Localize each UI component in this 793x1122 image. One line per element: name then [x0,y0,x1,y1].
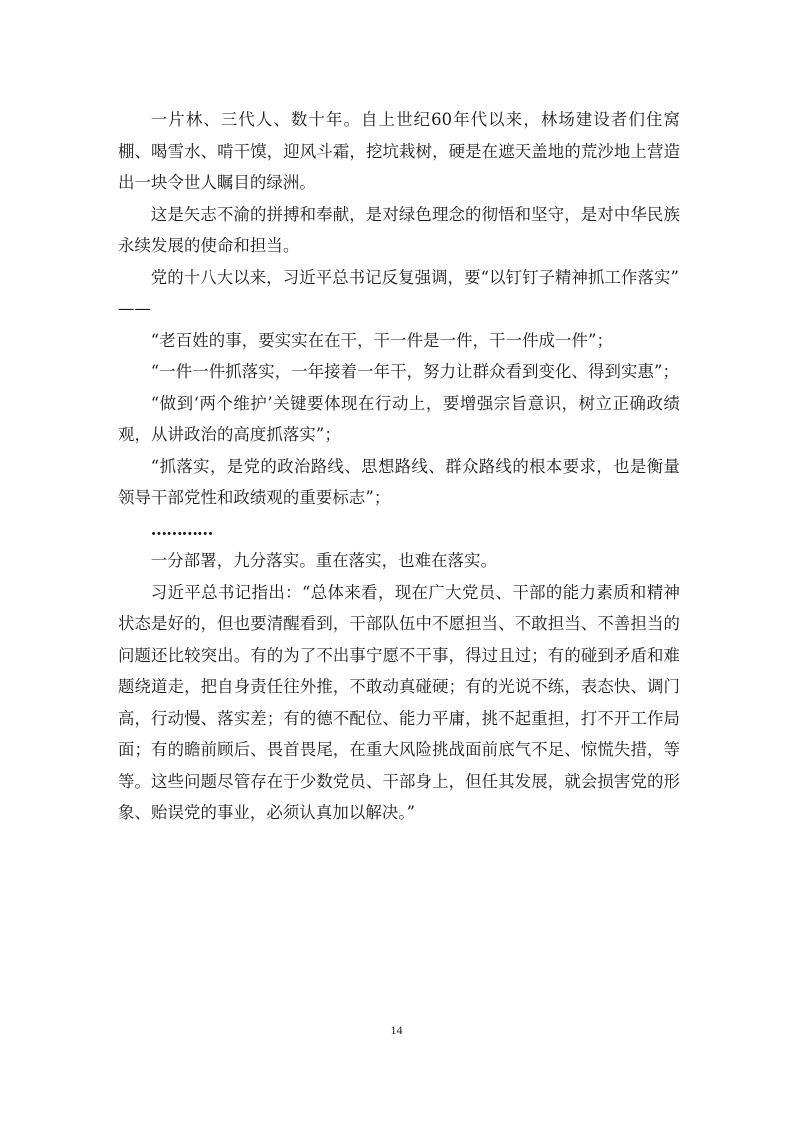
quote-one-by-one: “一件一件抓落实，一年接着一年干，努力让群众看到变化、得到实惠”； [150,362,679,381]
quote-common-people: “老百姓的事，要实实在在干，干一件是一件，干一件成一件”； [150,330,614,350]
quote-two-safeguards: “做到‘两个维护’关键要体现在行动上，要增强宗旨意识，树立正确政绩观，从讲政治的高度抓落实”； [118,393,680,444]
page-number: 14 [390,1023,403,1037]
document-body [118,104,680,829]
paragraph-general-secretary-remarks: 习近平总书记指出：“总体来看，现在广大党员、干部的能力素质和精神状态是好的，但也要清醒看到，干部队伍中不愿担当、不敢担当、不善担当的问题还比较突出。有的为了不出事宁愿不干事，得过且过；有的碰到矛盾和难题绕道走，把自身责任往外推，不敢动真碰硬；有的光说不练，表态快、调门高，行动慢、落实差；有的德不配位、能力平庸，挑不起重担，打不开工作局面；有的瞻前顾后、畏首畏尾，在重大风险挑战面前底气不足、惊慌失措，等等。这些问题尽管存在于少数党员、干部身上，但任其发展，就会损害党的形象、贻误党的事业，必须认真加以解决。” [118,582,680,822]
paragraph-eighteenth-congress: 党的十八大以来，习近平总书记反复强调，要“以钉钉子精神抓工作落实” [150,267,679,287]
paragraph-ellipsis: ………… [150,519,213,539]
paragraph-dash: —— [118,299,151,318]
paragraph-forest: 一片林、三代人、数十年。自上世纪60年代以来，林场建设者们住窝棚、喝雪水、啃干馍，迎风斗霜，挖坑栽树，硬是在遮天盖地的荒沙地上营造出一块令世人瞩目的绿洲。 [118,110,680,192]
paragraph-dedication: 这是矢志不渝的拼搏和奉献，是对绿色理念的彻悟和坚守，是对中华民族永续发展的使命和担当。 [118,204,680,255]
paragraph-deployment: 一分部署，九分落实。重在落实，也难在落实。 [150,551,498,570]
quote-implementation: “抓落实，是党的政治路线、思想路线、群众路线的根本要求，也是衡量领导干部党性和政绩观的重要标志”； [118,456,680,507]
